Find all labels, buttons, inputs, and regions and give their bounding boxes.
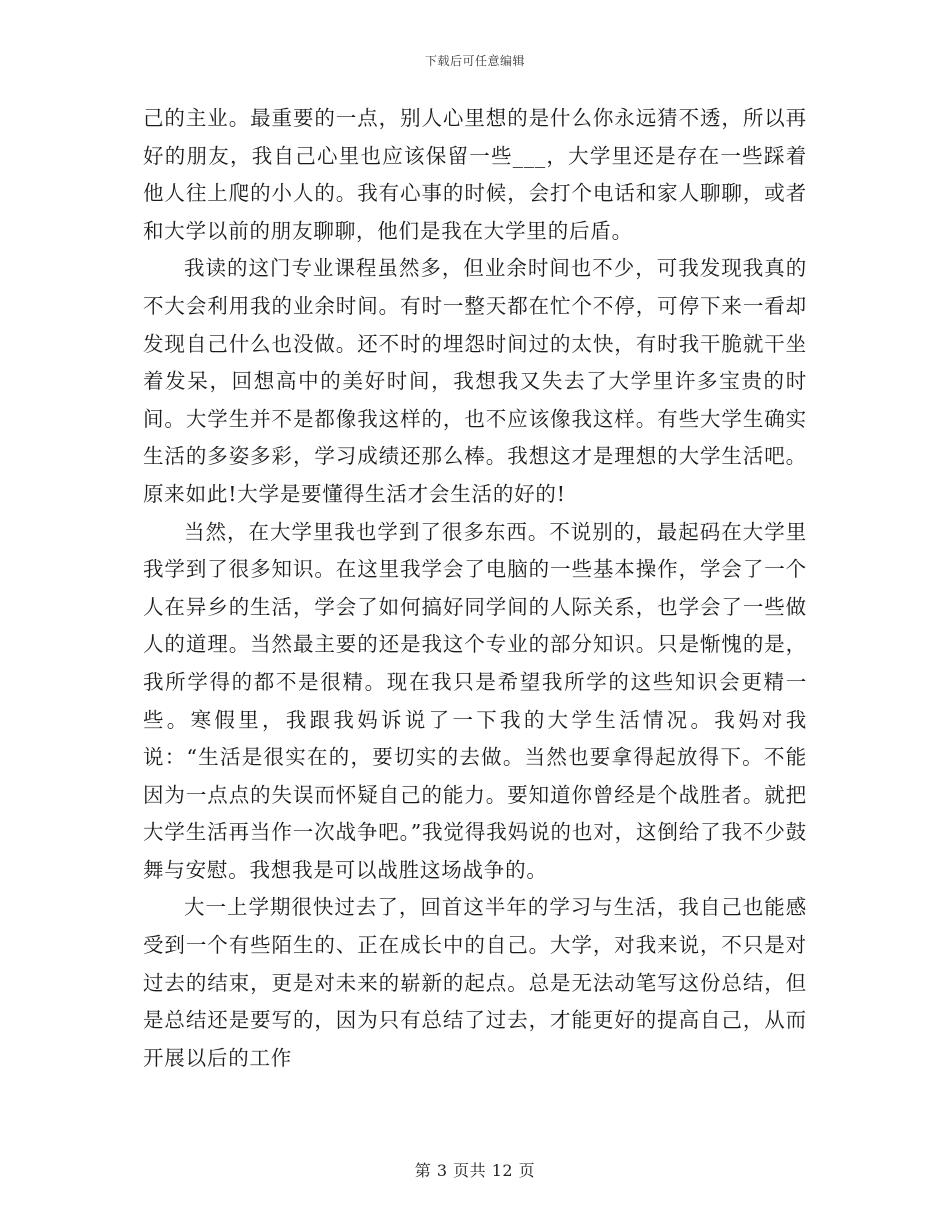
paragraph: 我读的这门专业课程虽然多，但业余时间也不少，可我发现我真的不大会利用我的业余时间。有时一整天都在忙个不停，可停下来一看却发现自己什么也没做。还不时的埋怨时间过的太快，有时我干脆就干坐着发呆，回想高中的美好时间，我想我又失去了大学里许多宝贵的时间。大学生并不是都像我这样的，也不应该像我这样。有些大学生确实生活的多姿多彩，学习成绩还那么棒。我想这才是理想的大学生活吧。原来如此!大学是要懂得生活才会生活的好的! xyxy=(143,256,807,506)
page-number-footer: 第 3 页共 12 页 xyxy=(414,1161,536,1180)
paragraph-continued: 己的主业。最重要的一点，别人心里想的是什么你永远猜不透，所以再好的朋友，我自己心里也应该保留一些___，大学里还是存在一些踩着他人往上爬的小人的。我有心事的时候，会打个电话和家人聊聊，或者和大学以前的朋友聊聊，他们是我在大学里的后盾。 xyxy=(143,106,807,243)
paragraph: 大一上学期很快过去了，回首这半年的学习与生活，我自己也能感受到一个有些陌生的、正在成长中的自己。大学，对我来说，不只是对过去的结束，更是对未来的崭新的起点。总是无法动笔写这份总结，但是总结还是要写的，因为只有总结了过去，才能更好的提高自己，从而开展以后的工作 xyxy=(143,895,807,1070)
paragraph: 当然，在大学里我也学到了很多东西。不说别的，最起码在大学里我学到了很多知识。在这里我学会了电脑的一些基本操作，学会了一个人在异乡的生活，学会了如何搞好同学间的人际关系，也学会了一些做人的道理。当然最主要的还是我这个专业的部分知识。只是惭愧的是，我所学得的都不是很精。现在我只是希望我所学的这些知识会更精一些。寒假里，我跟我妈诉说了一下我的大学生活情况。我妈对我说：“生活是很实在的，要切实的去做。当然也要拿得起放得下。不能因为一点点的失误而怀疑自己的能力。要知道你曾经是个战胜者。就把大学生活再当作一次战争吧。”我觉得我妈说的也对，这倒给了我不少鼓舞与安慰。我想我是可以战胜这场战争的。 xyxy=(143,519,807,882)
page-header: 下载后可任意编辑 xyxy=(424,54,525,68)
document-body xyxy=(143,100,807,1077)
